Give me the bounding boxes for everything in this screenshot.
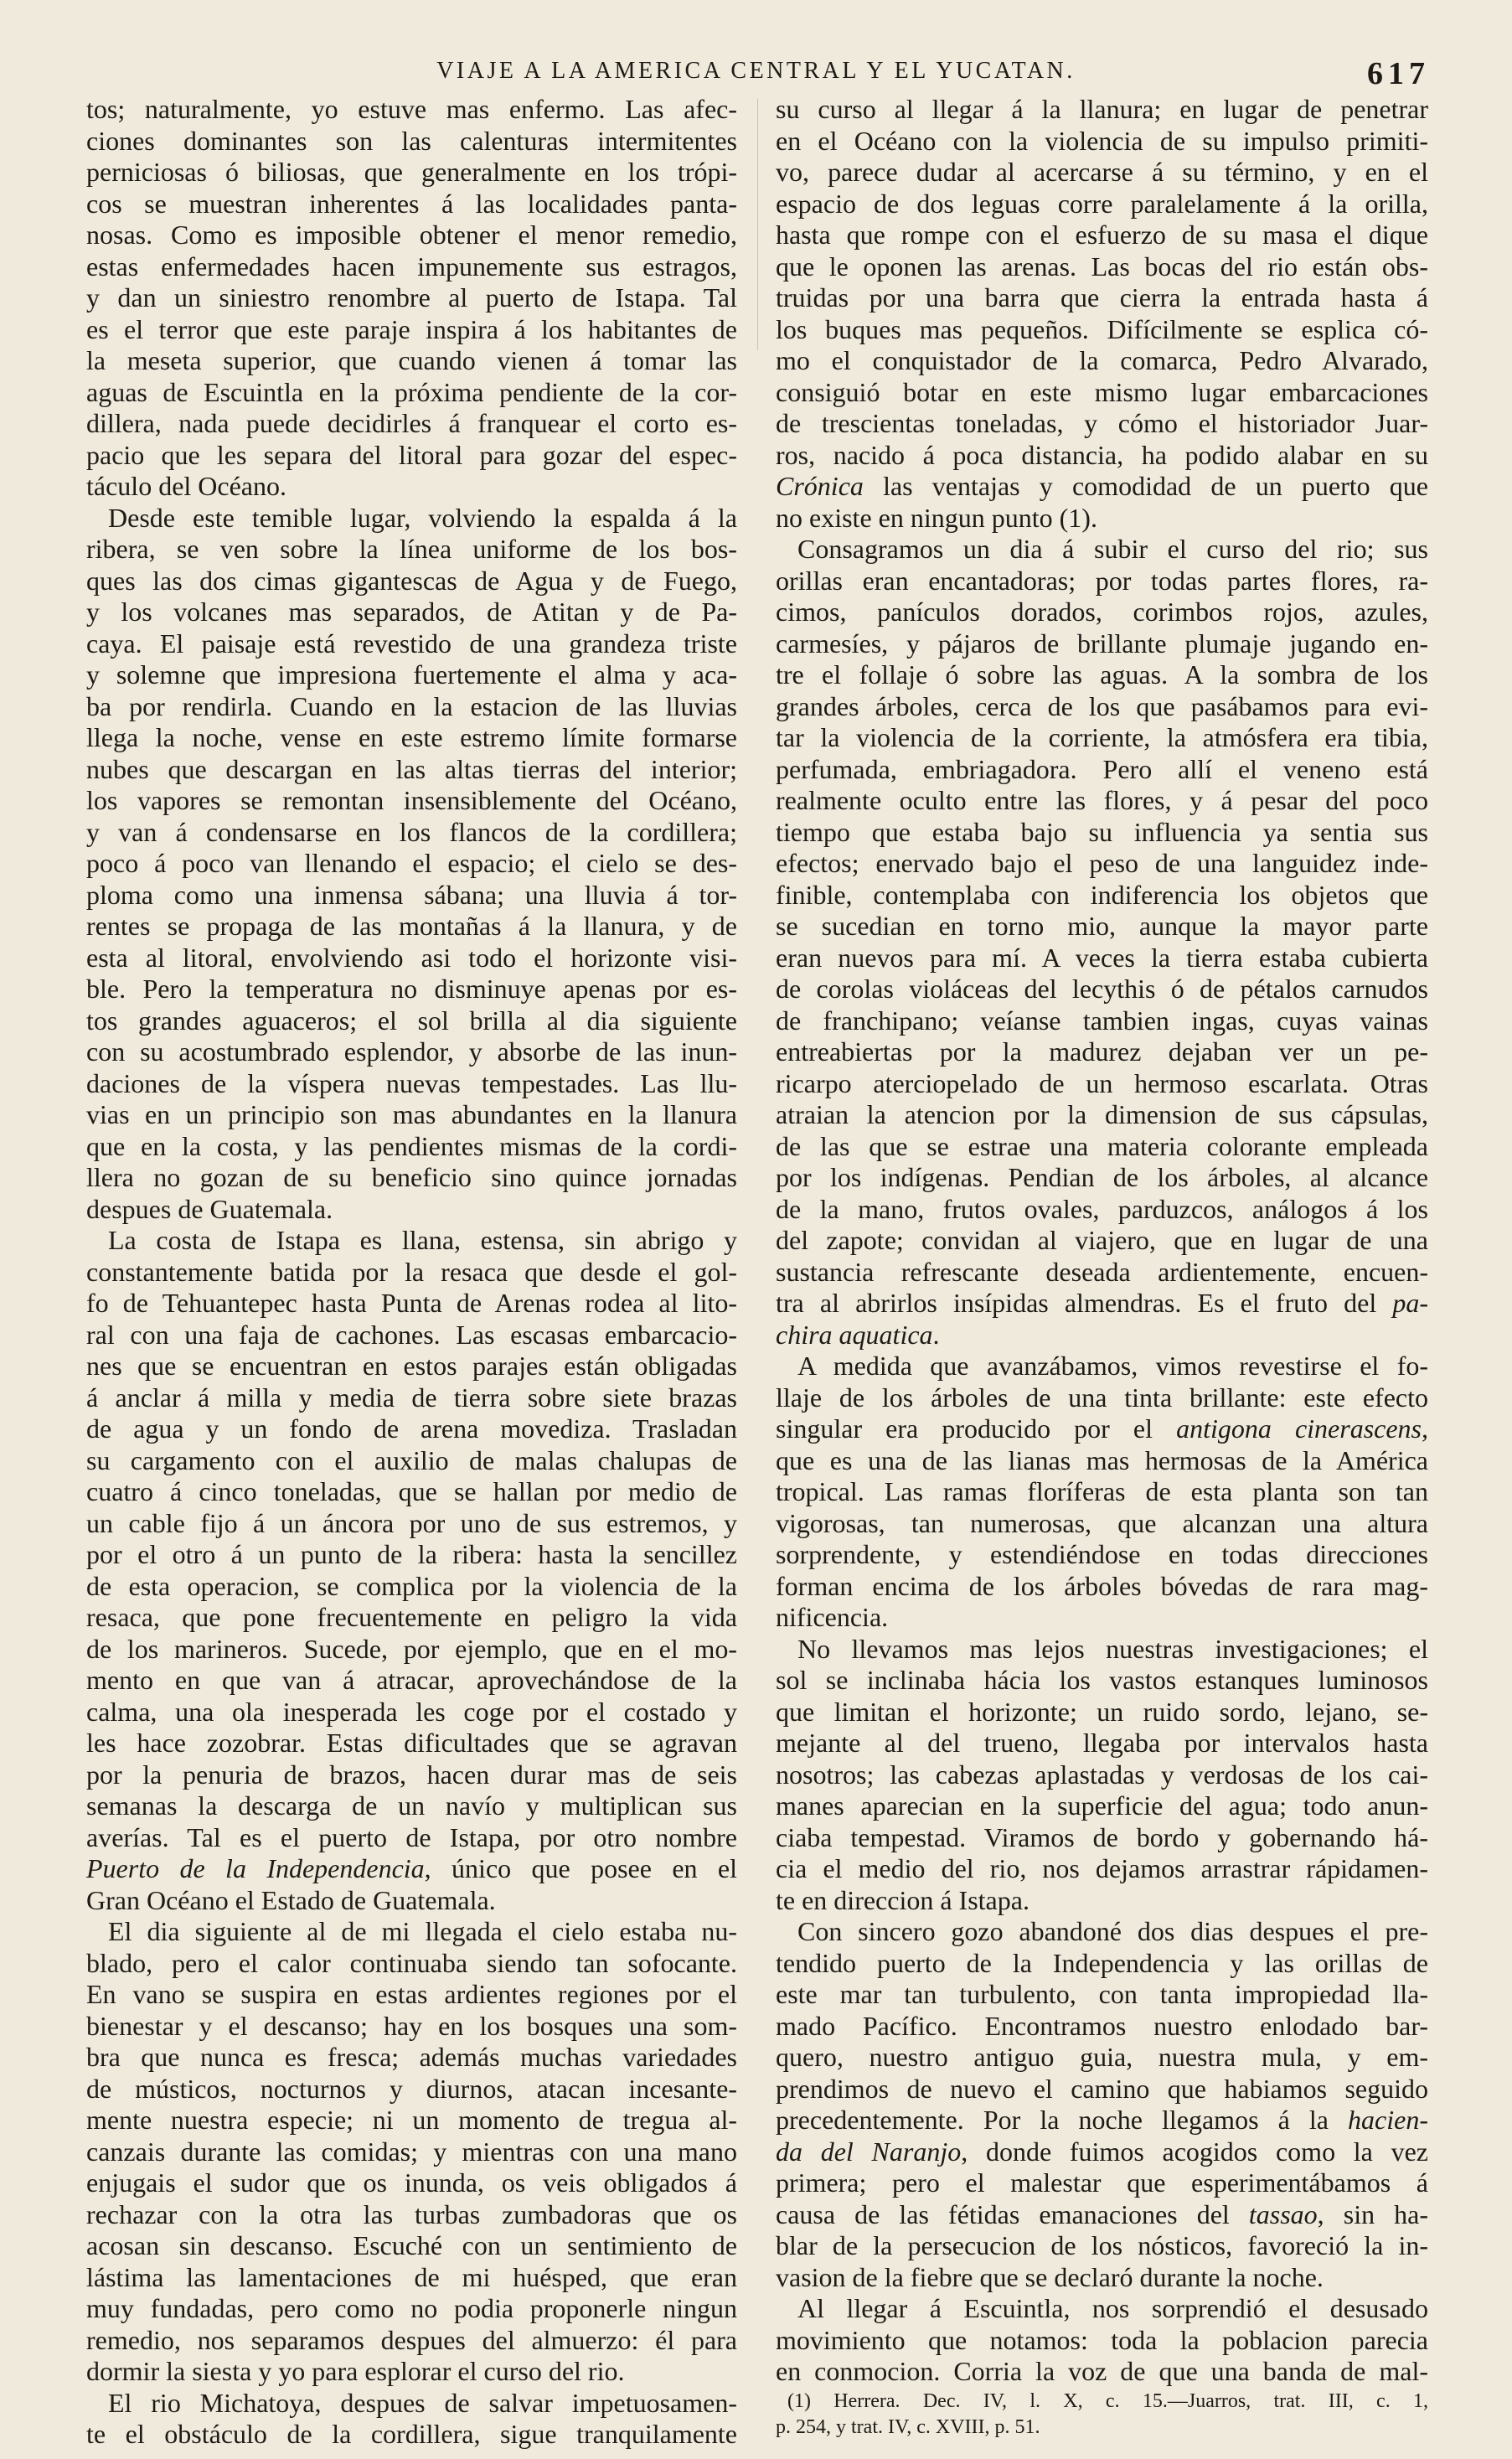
text-line [86, 1853, 737, 1885]
text-line: espacio de dos leguas corre paralelamente á la orilla, [776, 188, 1428, 219]
text-line: llega la noche, vense en este estremo límite formarse [86, 722, 737, 752]
text-line: te en direccion á Istapa. [776, 1884, 1030, 1915]
text-line: perniciosas ó biliosas, que generalmente en los trópi- [86, 157, 737, 187]
text-line: ques las dos cimas gigantescas de Agua y de Fuego, [86, 565, 737, 596]
text-line: lástima las lamentaciones de mi huésped, que eran [86, 2261, 737, 2292]
paragraph [776, 534, 1428, 1351]
left-column [86, 94, 737, 2451]
text-line: constantemente batida por la resaca que desde el gol- [86, 1256, 737, 1287]
text-line: les hace zozobrar. Estas dificultades que se agravan [86, 1728, 737, 1758]
text-line: su curso al llegar á la llanura; en lugar de penetrar [776, 94, 1428, 124]
text-line: hasta que rompe con el esfuerzo de su masa el dique [776, 220, 1428, 250]
text-line: calma, una ola inesperada les coge por el costado y [86, 1696, 737, 1727]
text-line: truidas por una barra que cierra la entrada hasta á [776, 282, 1428, 313]
text-line: canzais durante las comidas; y mientras con una mano [86, 2136, 737, 2167]
text-line: bra que nunca es fresca; además muchas variedades [86, 2042, 737, 2072]
italic-run: pa- [1392, 1288, 1428, 1318]
text-line: táculo del Océano. [86, 471, 286, 501]
text-line: ricarpo aterciopelado de un hermoso escarlata. Otras [776, 1067, 1428, 1098]
text-line: se sucedian en torno mio, aunque la mayor parte [776, 911, 1428, 941]
text-line: y van á condensarse en los flancos de la cordillera; [86, 816, 737, 847]
text-line: A medida que avanzábamos, vimos revestirse el fo- [797, 1351, 1428, 1381]
text-line: de los marineros. Sucede, por ejemplo, que en el mo- [86, 1633, 737, 1664]
text-line: nosotros; las cabezas aplastadas y verdosas de los cai- [776, 1759, 1428, 1790]
text-line: En vano se suspira en estas ardientes regiones por el [86, 1979, 737, 2009]
text-line: sorprendente, y estendiéndose en todas direcciones [776, 1539, 1428, 1569]
text-line: carmesíes, y pájaros de brillante plumaje jugando en- [776, 628, 1428, 659]
text-line: resaca, que pone frecuentemente en peligro la vida [86, 1602, 737, 1632]
text-line [776, 2199, 1428, 2231]
text-line: un cable fijo á un áncora por uno de sus estremos, y [86, 1507, 737, 1538]
text-line: tos; naturalmente, yo estuve mas enfermo. Las afec- [86, 94, 737, 124]
text-line: mejante al del trueno, llegaba por intervalos hasta [776, 1728, 1428, 1758]
text-line: ros, nacido á poca distancia, ha podido alabar en su [776, 439, 1428, 470]
text-line: bienestar y el descanso; hay en los bosques una som- [86, 2010, 737, 2041]
text-line: consiguió botar en este mismo lugar embarcaciones [776, 376, 1428, 407]
text-line: Desde este temible lugar, volviendo la espalda á la [108, 502, 737, 533]
text-line: es el terror que este paraje inspira á los habitantes de [86, 313, 737, 344]
text-line: quero, nuestro antiguo guia, nuestra mula, y em- [776, 2042, 1428, 2072]
text-line: por el otro á un punto de la ribera: hasta la sencillez [86, 1539, 737, 1569]
text-line: de franchipano; veíanse tambien ingas, cuyas vainas [776, 1005, 1428, 1036]
text-line: atraian la atencion por la dimension de sus cápsulas, [776, 1099, 1428, 1129]
text-line: prendimos de nuevo el camino que habiamos seguido [776, 2073, 1428, 2104]
text-line: su cargamento con el auxilio de malas chalupas de [86, 1444, 737, 1475]
text-line: efectos; enervado bajo el peso de una languidez inde- [776, 848, 1428, 878]
text-line: vias en un principio son mas abundantes en la llanura [86, 1099, 737, 1129]
text-line: vo, parece dudar al acercarse á su término, y en el [776, 157, 1428, 187]
text-line: ciones dominantes son las calenturas intermitentes [86, 125, 737, 156]
italic-run: Crónica [776, 471, 864, 501]
text-line: muy fundadas, pero como no podia proponerle ningun [86, 2293, 737, 2323]
page-number: 617 [1367, 56, 1430, 91]
italic-run: Puerto de la Independencia [86, 1853, 425, 1883]
paragraph [86, 1225, 737, 1916]
text-line: vasion de la fiebre que se declaró durante la noche. [776, 2261, 1324, 2292]
text-line: y los volcanes mas separados, de Atitan y de Pa- [86, 597, 737, 627]
paragraph [86, 503, 737, 1226]
text-line: mente nuestra especie; ni un momento de tregua al- [86, 2105, 737, 2135]
text-line: caya. El paisaje está revestido de una grandeza triste [86, 628, 737, 659]
text-line: El rio Michatoya, despues de salvar impetuosamen- [108, 2387, 737, 2418]
text-line: por los indígenas. Pendian de los árboles, al alcance [776, 1162, 1428, 1192]
text-line: cos se muestran inherentes á las localidades panta- [86, 188, 737, 219]
text-line: con su acostumbrado esplendor, y absorbe de las inun- [86, 1036, 737, 1067]
text-line: poco á poco van llenando el espacio; el cielo se des- [86, 848, 737, 878]
text-line: orillas eran encantadoras; por todas partes flores, ra- [776, 565, 1428, 596]
text-line: de corolas violáceas del lecythis ó de pétalos carnudos [776, 974, 1428, 1004]
text-line: que es una de las lianas mas hermosas de la América [776, 1444, 1428, 1475]
text-line: tos grandes aguaceros; el sol brilla al dia siguiente [86, 1005, 737, 1036]
text-line: de la mano, frutos ovales, parduzcos, análogos á los [776, 1193, 1428, 1224]
paragraph [86, 1916, 737, 2388]
text-line: movimiento que notamos: toda la poblacion parecia [776, 2324, 1428, 2355]
text-run: , único que posee en el [424, 1853, 737, 1883]
text-line [776, 2105, 1428, 2136]
text-line: entreabiertas por la madurez dejaban ver un pe- [776, 1036, 1428, 1067]
text-line: manes aparecian en la superficie del agua; todo anun- [776, 1790, 1428, 1821]
text-line: ploma como una inmensa sábana; una lluvia á tor- [86, 879, 737, 910]
paragraph [776, 1916, 1428, 2293]
text-line: en conmocion. Corria la voz de que una banda de mal- [776, 2356, 1428, 2386]
footnote [776, 2389, 1428, 2441]
text-line: y solemne que impresiona fuertemente el alma y aca- [86, 659, 737, 690]
text-line: ciaba tempestad. Viramos de bordo y gobernando há- [776, 1821, 1428, 1852]
text-line: No llevamos mas lejos nuestras investigaciones; el [797, 1633, 1428, 1664]
text-line: á anclar á milla y media de tierra sobre siete brazas [86, 1382, 737, 1413]
text-line: y dan un siniestro renombre al puerto de Istapa. Tal [86, 282, 737, 313]
text-line: de agua y un fondo de arena movediza. Trasladan [86, 1413, 737, 1444]
text-line: que en la costa, y las pendientes mismas de la cordi- [86, 1130, 737, 1161]
text-line: rechazar con la otra las turbas zumbadoras que os [86, 2198, 737, 2229]
paragraph [776, 2293, 1428, 2388]
text-line: tiempo que estaba bajo su influencia ya sentia sus [776, 816, 1428, 847]
text-line: de las que se estrae una materia colorante empleada [776, 1130, 1428, 1161]
text-line: semanas la descarga de un navío y multiplican sus [86, 1790, 737, 1821]
text-line: esta al litoral, envolviendo asi todo el horizonte visi- [86, 942, 737, 973]
text-line: nosas. Como es imposible obtener el menor remedio, [86, 220, 737, 250]
text-line: ba por rendirla. Cuando en la estacion de las lluvias [86, 690, 737, 721]
text-line: despues de Guatemala. [86, 1193, 333, 1224]
text-line: del zapote; convidan al viajero, que en lugar de una [776, 1225, 1428, 1255]
text-line: mado Pacífico. Encontramos nuestro enlodado bar- [776, 2010, 1428, 2041]
text-run: singular era producido por el [776, 1413, 1177, 1444]
paragraph [86, 2388, 737, 2451]
italic-run: chira aquatica [776, 1319, 933, 1350]
text-line: vigorosas, tan numerosas, que alcanzan una altura [776, 1507, 1428, 1538]
text-line: tendido puerto de la Independencia y las orillas de [776, 1947, 1428, 1978]
italic-run: hacien- [1348, 2105, 1428, 2135]
text-line: por la penuria de brazos, hacen durar mas de seis [86, 1759, 737, 1790]
text-run: precedentemente. Por la noche llegamos á la [776, 2105, 1349, 2135]
text-line: dormir la siesta y yo para esplorar el curso del rio. [86, 2356, 625, 2386]
paragraph [86, 94, 737, 503]
text-line [776, 1288, 1428, 1320]
text-line: acosan sin descanso. Escuché con un sentimiento de [86, 2230, 737, 2260]
text-line: ral con una faja de cachones. Las escasas embarcacio- [86, 1319, 737, 1350]
text-line: perfumada, embriagadora. Pero allí el veneno está [776, 753, 1428, 784]
text-run: tra al abrirlos insípidas almendras. Es el fruto del [776, 1288, 1393, 1318]
text-line: El dia siguiente al de mi llegada el cielo estaba nu- [108, 1916, 737, 1946]
text-line: ble. Pero la temperatura no disminuye apenas por es- [86, 974, 737, 1004]
text-line: dillera, nada puede decidirles á franquear el corto es- [86, 408, 737, 438]
text-line: cimos, panículos dorados, corimbos rojos, azules, [776, 597, 1428, 627]
text-line: Con sincero gozo abandoné dos dias despues el pre- [797, 1916, 1428, 1946]
text-line: ribera, se ven sobre la línea uniforme de los bos- [86, 534, 737, 564]
text-line: cuatro á cinco toneladas, que se hallan por medio de [86, 1476, 737, 1506]
text-line: Consagramos un dia á subir el curso del rio; sus [797, 534, 1428, 564]
text-line: La costa de Istapa es llana, estensa, sin abrigo y [108, 1225, 737, 1255]
text-line: blar de la persecucion de los nósticos, favoreció la in- [776, 2230, 1428, 2260]
italic-run: da del Naranjo [776, 2136, 962, 2167]
text-run: las ventajas y comodidad de un puerto que [863, 471, 1428, 501]
text-line: pacio que les separa del litoral para gozar del espec- [86, 439, 737, 470]
text-line [776, 471, 1428, 503]
text-line: de esta operacion, se complica por la violencia de la [86, 1570, 737, 1601]
text-line: Al llegar á Escuintla, nos sorprendió el desusado [797, 2293, 1428, 2323]
text-line: los buques mas pequeños. Difícilmente se esplica có- [776, 313, 1428, 344]
text-line: finible, contemplaba con indiferencia los objetos que [776, 879, 1428, 910]
italic-run: antigona cinerascens, [1176, 1413, 1429, 1444]
text-line: mo el conquistador de la comarca, Pedro Alvarado, [776, 345, 1428, 375]
text-line: nificencia. [776, 1602, 889, 1632]
text-line: realmente oculto entre las flores, y á pesar del poco [776, 785, 1428, 815]
text-line: sustancia refrescante deseada ardientemente, encuen- [776, 1256, 1428, 1287]
text-line: rentes se propaga de las montañas á la llanura, y de [86, 911, 737, 941]
text-line: tre el follaje ó sobre las aguas. A la sombra de los [776, 659, 1428, 690]
text-line: no existe en ningun punto (1). [776, 502, 1097, 533]
text-line: que limitan el horizonte; un ruido sordo, lejano, se- [776, 1696, 1428, 1727]
text-line: nes que se encuentran en estos parajes están obligadas [86, 1351, 737, 1381]
text-line: en el Océano con la violencia de su impulso primiti- [776, 125, 1428, 156]
text-line: daciones de la víspera nuevas tempestades. Las llu- [86, 1067, 737, 1098]
text-line: los vapores se remontan insensiblemente del Océano, [86, 785, 737, 815]
text-line: nubes que descargan en las altas tierras del interior; [86, 753, 737, 784]
text-line: llaje de los árboles de una tinta brillante: este efecto [776, 1382, 1428, 1413]
column-rule [757, 99, 758, 350]
text-line: la meseta superior, que cuando vienen á tomar las [86, 345, 737, 375]
text-line: tropical. Las ramas floríferas de esta planta son tan [776, 1476, 1428, 1506]
text-line: de músticos, nocturnos y diurnos, atacan incesante- [86, 2073, 737, 2104]
text-line: eran nuevos para mí. A veces la tierra estaba cubierta [776, 942, 1428, 973]
text-line: tar la violencia de la corriente, la atmósfera era tibia, [776, 722, 1428, 752]
text-line: de trescientas toneladas, y cómo el historiador Juar- [776, 408, 1428, 438]
text-line: forman encima de los árboles bóvedas de rara mag- [776, 1570, 1428, 1601]
paragraph [776, 1351, 1428, 1634]
footnote-line: p. 254, y trat. IV, c. XVIII, p. 51. [776, 2416, 1040, 2438]
footnote-line: (1) Herrera. Dec. IV, l. X, c. 15.—Juarros, trat. III, c. 1, [787, 2390, 1428, 2412]
italic-run: tassao [1248, 2198, 1318, 2229]
text-line [776, 1320, 1428, 1351]
text-line: aguas de Escuintla en la próxima pendiente de la cor- [86, 376, 737, 407]
text-line: cia el medio del rio, nos dejamos arrastrar rápidamen- [776, 1853, 1428, 1883]
text-line: enjugais el sudor que os inunda, os veis obligados á [86, 2167, 737, 2198]
text-line [776, 1413, 1428, 1445]
text-line [776, 2136, 1428, 2168]
paragraph [776, 1634, 1428, 1917]
right-column [776, 94, 1428, 2388]
text-line: Gran Océano el Estado de Guatemala. [86, 1884, 496, 1915]
text-line: remedio, nos separamos despues del almuerzo: él para [86, 2324, 737, 2355]
text-run: , sin ha- [1317, 2198, 1429, 2229]
running-title: VIAJE A LA AMERICA CENTRAL Y EL YUCATAN. [436, 58, 1076, 84]
paragraph [776, 94, 1428, 534]
text-line: estas enfermedades hacen impunemente sus estragos, [86, 251, 737, 282]
text-line: blado, pero el calor continuaba siendo tan sofocante. [86, 1947, 737, 1978]
text-run: . [932, 1319, 940, 1350]
text-line: grandes árboles, cerca de los que pasábamos para evi- [776, 690, 1428, 721]
text-line: te el obstáculo de la cordillera, sigue tranquilamente [86, 2419, 737, 2449]
text-run: causa de las fétidas emanaciones del [776, 2198, 1249, 2229]
text-line: este mar tan turbulento, con tanta impropiedad lla- [776, 1979, 1428, 2009]
text-line: averías. Tal es el puerto de Istapa, por otro nombre [86, 1821, 737, 1852]
text-line: que le oponen las arenas. Las bocas del rio están obs- [776, 251, 1428, 282]
text-line: mento en que van á atracar, aprovechándose de la [86, 1665, 737, 1695]
text-line: fo de Tehuantepec hasta Punta de Arenas rodea al lito- [86, 1288, 737, 1318]
text-line: primera; pero el malestar que esperimentábamos á [776, 2167, 1428, 2198]
text-line: llera no gozan de su beneficio sino quince jornadas [86, 1162, 737, 1192]
text-line: sol se inclinaba hácia los vastos estanques luminosos [776, 1665, 1428, 1695]
text-run: , donde fuimos acogidos como la vez [961, 2136, 1429, 2167]
